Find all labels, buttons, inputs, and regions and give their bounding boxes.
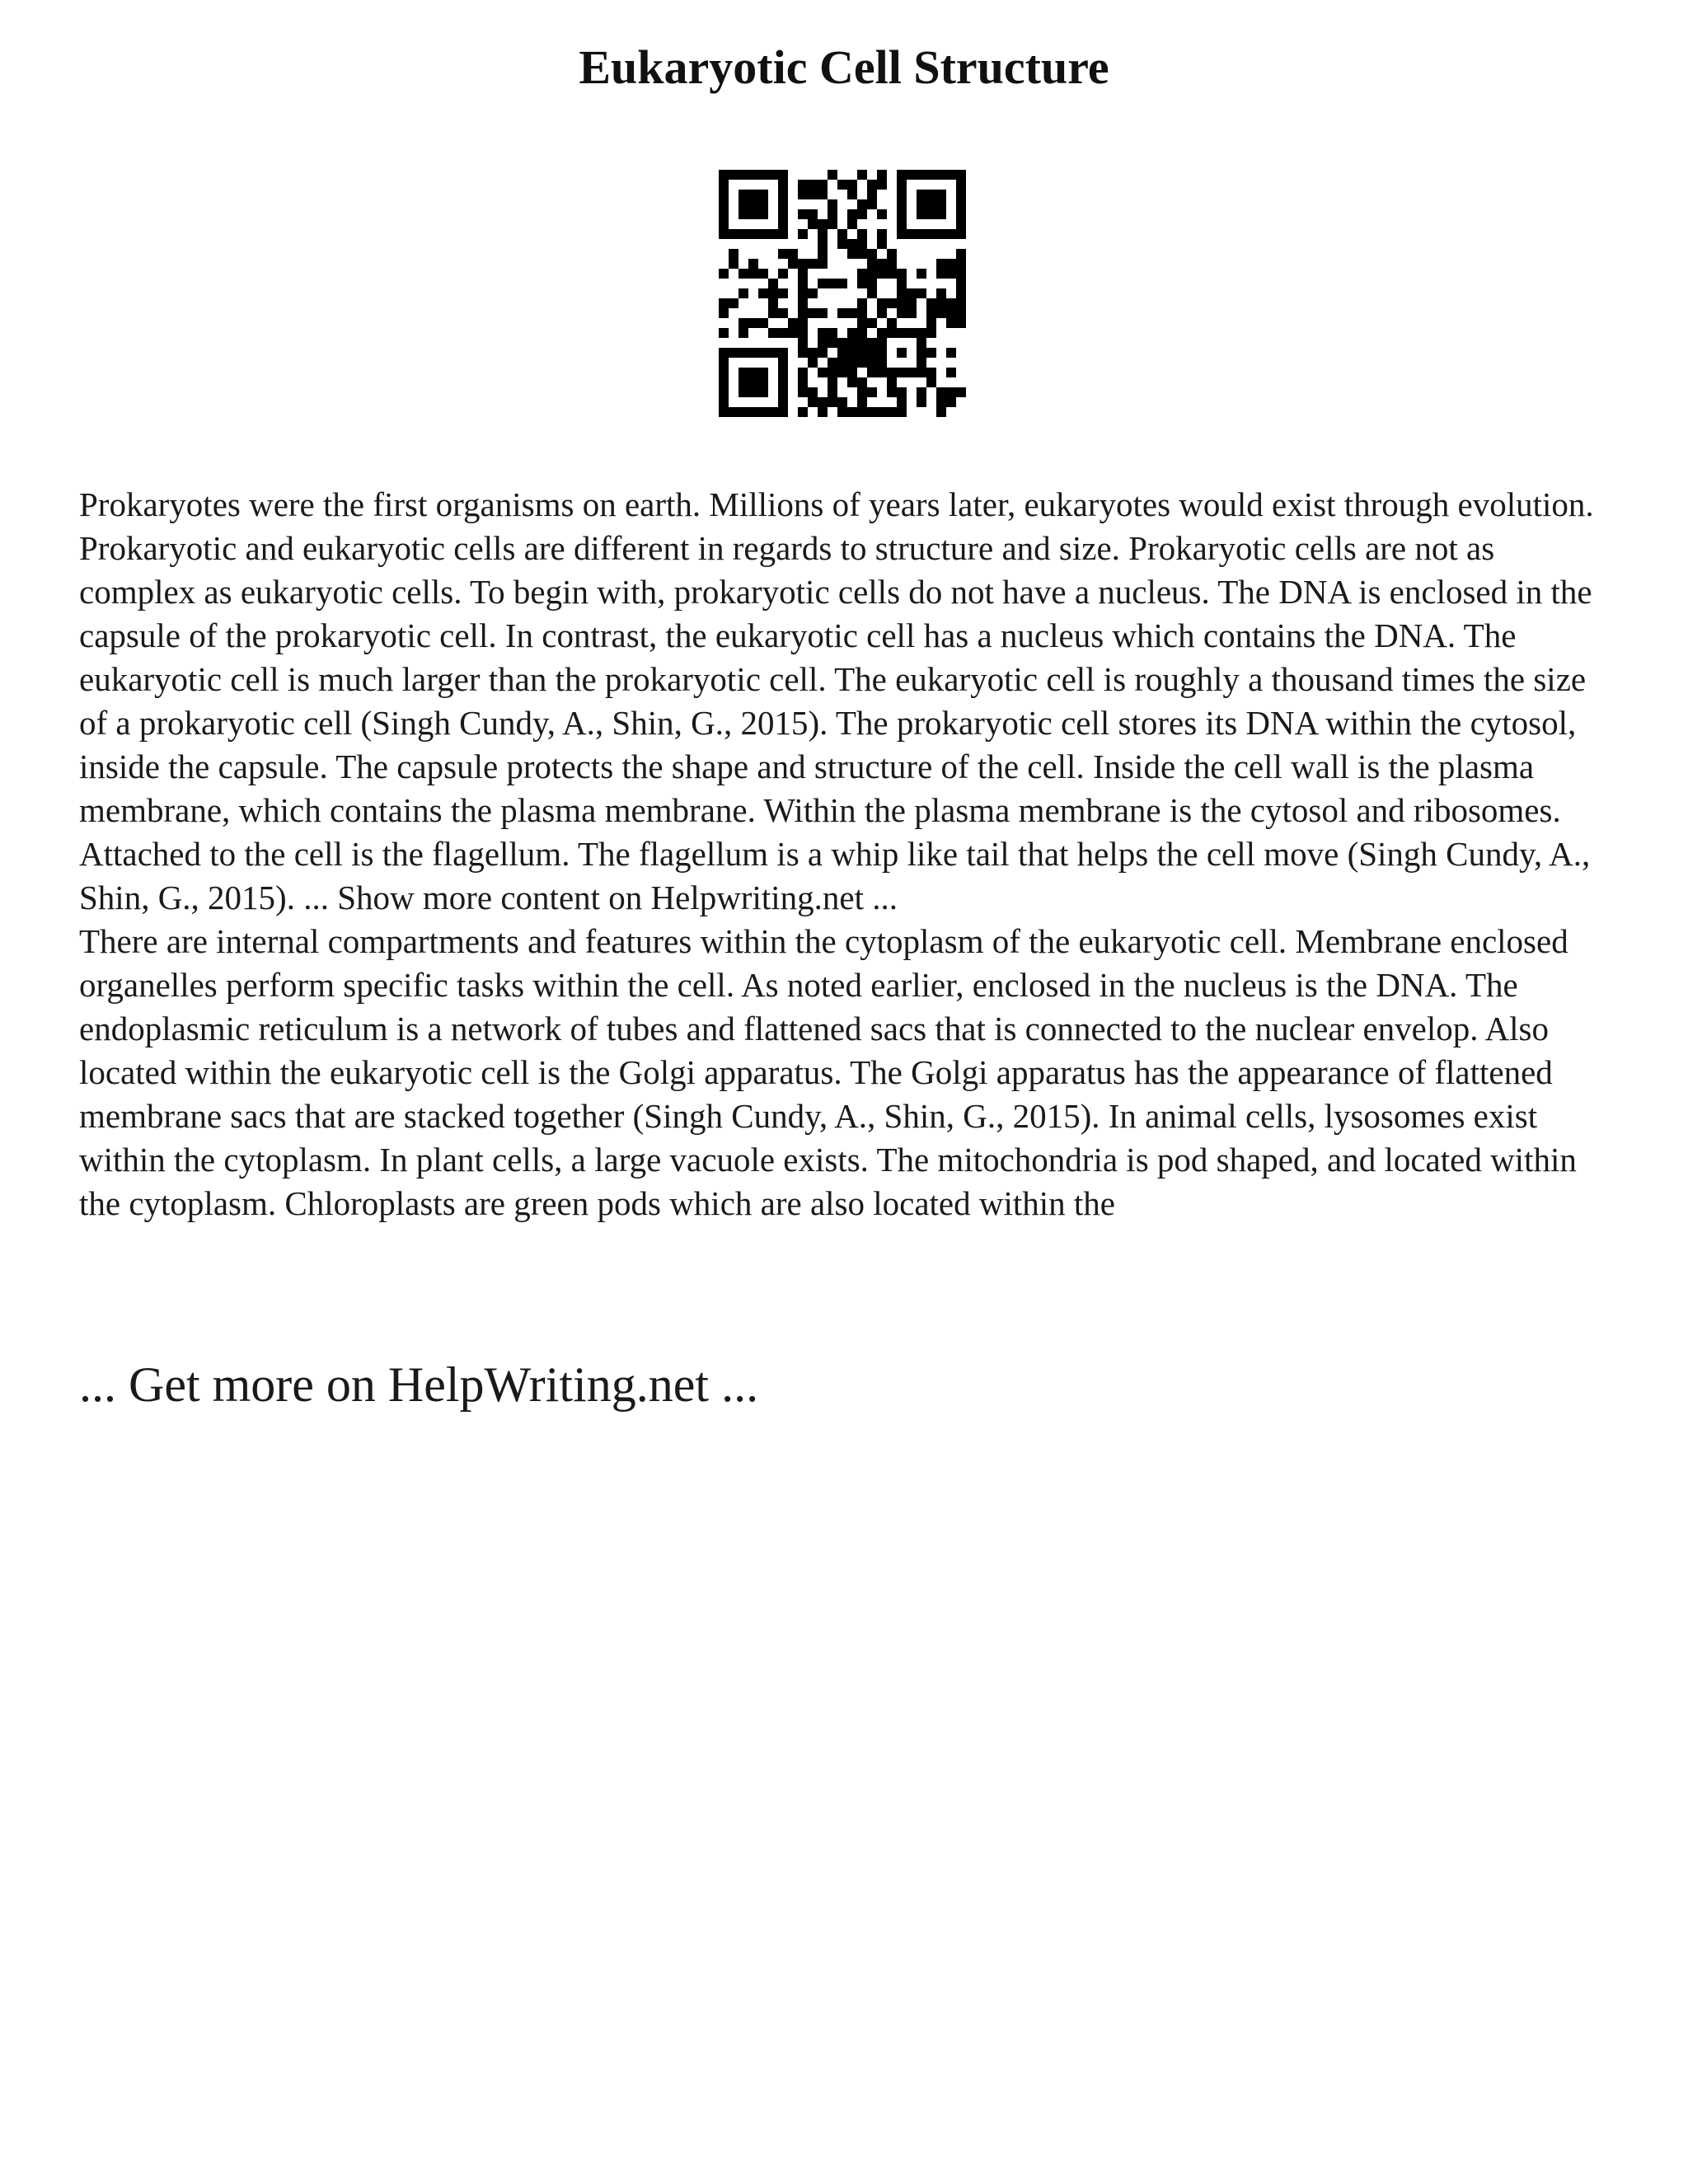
page-title: Eukaryotic Cell Structure [579,40,1109,94]
article-body [79,483,1612,1226]
qr-code-icon [719,170,966,417]
paragraph: Prokaryotes were the first organisms on earth. Millions of years later, eukaryotes would exist through evolution. Prokaryotic and eukaryotic cells are different in regards to structure and size. Prokaryotic cells are not as complex as eukaryotic cells. To begin with, prokaryotic cells do not have a nucleus. The DNA is enclosed in the capsule of the prokaryotic cell. In contrast, the eukaryotic cell has a nucleus which contains the DNA. The eukaryotic cell is much larger than the prokaryotic cell. The eukaryotic cell is roughly a thousand times the size of a prokaryotic cell (Singh Cundy, A., Shin, G., 2015). The prokaryotic cell stores its DNA within the cytosol, inside the capsule. The capsule protects the shape and structure of the cell. Inside the cell wall is the plasma membrane, which contains the plasma membrane. Within the plasma membrane is the cytosol and ribosomes. Attached to the cell is the flagellum. The flagellum is a whip like tail that helps the cell move (Singh Cundy, A., Shin, G., 2015). ... Show more content on Helpwriting.net ... [79,485,1594,916]
paragraph: There are internal compartments and features within the cytoplasm of the eukaryotic cell. Membrane enclosed organelles perform specific tasks within the cell. As noted earlier, enclosed in the nucleus is the DNA. The endoplasmic reticulum is a network of tubes and flattened sacs that is connected to the nuclear envelop. Also located within the eukaryotic cell is the Golgi apparatus. The Golgi apparatus has the appearance of flattened membrane sacs that are stacked together (Singh Cundy, A., Shin, G., 2015). In animal cells, lysosomes exist within the cytoplasm. In plant cells, a large vacuole exists. The mitochondria is pod shaped, and located within the cytoplasm. Chloroplasts are green pods which are also located within the [79,922,1577,1222]
get-more-link[interactable]: ... Get more on HelpWriting.net ... [79,1357,759,1412]
